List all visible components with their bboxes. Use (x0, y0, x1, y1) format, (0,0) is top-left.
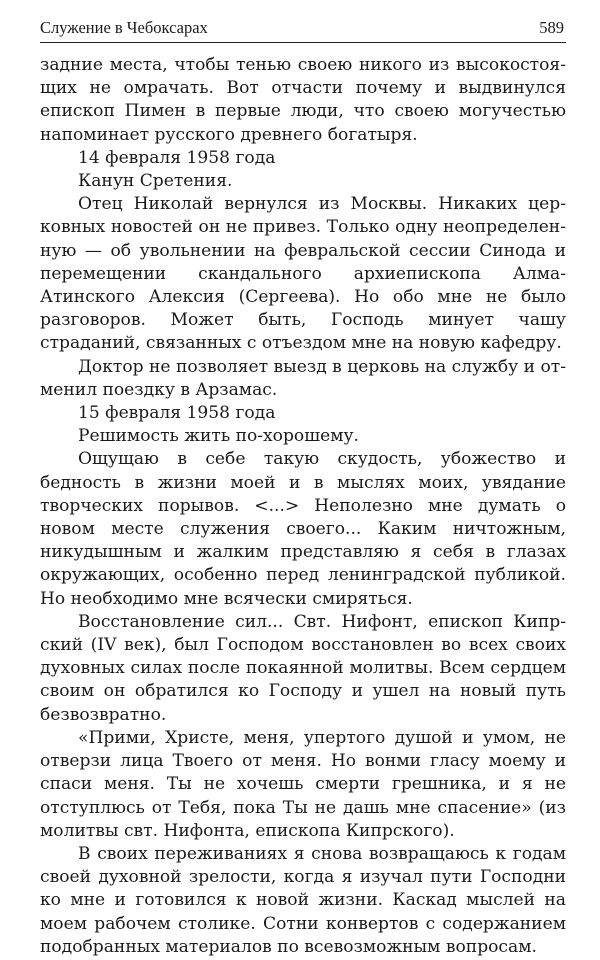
diary-subheading: Решимость жить по-хорошему. (78, 426, 359, 447)
paragraph: Отец Николай вернулся из Москвы. Никаких церковных новостей он не привез. Только одну неопределенную — об увольнении на февральской сессии Синода и перемещении скандального архиепископа Алма-Атинского Алексия (Сергеева). Но обо мне не было разговоров. Может быть, Господь минует чашу страданий, связанных с отъездом мне на новую кафедру. (40, 194, 566, 354)
diary-date-heading: 15 февраля 1958 года (78, 403, 276, 424)
running-header (40, 14, 566, 43)
diary-subheading: Канун Сретения. (78, 171, 233, 192)
page-number: 589 (539, 18, 564, 37)
page-body (40, 54, 566, 959)
paragraph-continuation: задние места, чтобы тенью своею никого из высокостоящих не омрачать. Вот отчасти почему и выдвинулся епископ Пимен в первые люди, что своею могучестью напоминает русского древнего богатыря. (40, 55, 566, 145)
prayer-quote: «Прими, Христе, меня, упертого душой и умом, не отверзи лица Твоего от меня. Но вонми гласу моему и спаси меня. Ты не хочешь смерти грешника, и я не отступлюсь от Тебя, пока Ты не дашь мне спасение» (из молитвы свт. Нифонта, епископа Кипрского). (40, 727, 566, 841)
paragraph: В своих переживаниях я снова возвращаюсь к годам своей духовной зрелости, когда я изучал пути Господни ко мне и готовился к новой жизни. Каскад мыслей на моем рабочем столике. Сотни конвертов с содержанием подобранных материалов по всевозможным вопросам. (40, 843, 566, 957)
running-title: Служение в Чебоксарах (40, 18, 208, 37)
paragraph: Восстановление сил... Свт. Нифонт, епископ Кипрский (IV век), был Господом восстановлен во всех своих духовных силах после покаянной молитвы. Всем сердцем своим он обратился ко Господу и ушел на новый путь безвозвратно. (40, 611, 566, 725)
diary-date-heading: 14 февраля 1958 года (78, 147, 276, 168)
paragraph: Ощущаю в себе такую скудость, убожество и бедность в жизни моей и в мыслях моих, увядание творческих порывов. <...> Неполезно мне думать о новом месте служения своего... Каким ничтожным, никудышным и жалким представляю я себя в глазах окружающих, особенно перед ленинградской публикой. Но необходимо мне всячески смиряться. (40, 449, 566, 609)
paragraph: Доктор не позволяет выезд в церковь на службу и отменил поездку в Арзамас. (40, 356, 566, 400)
